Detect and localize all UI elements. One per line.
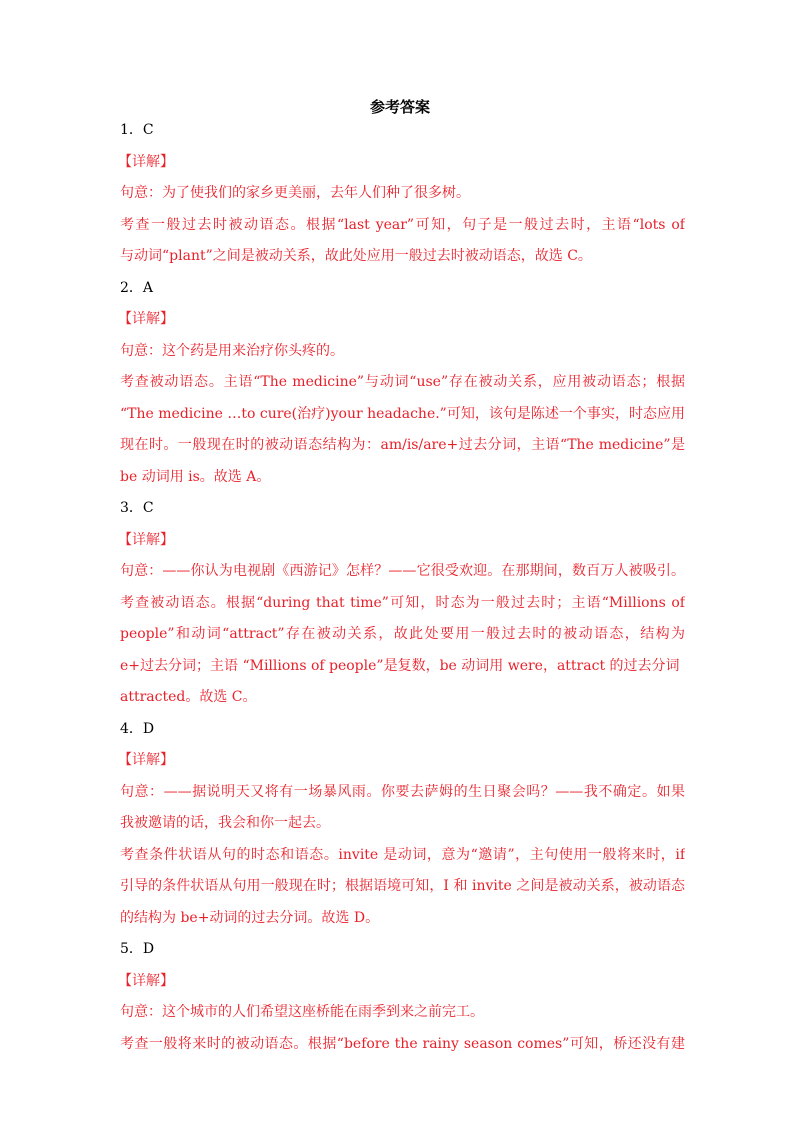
explanation-line: 考查一般将来时的被动语态。根据“before the rainy season comes”可知，桥还没有建 [120,1035,685,1052]
explanation-line: people”和动词“attract”存在被动关系，故此处要用一般过去时的被动语态，结构为 [120,626,685,642]
explanation-line: be 动词用 is。故选 A。 [120,468,271,485]
explanation-tag: 【详解】 [118,972,174,989]
explanation-line: 现在时。一般现在时的被动语态结构为：am/is/are+过去分词，主语“The medicine”是 [120,437,685,453]
answer-number: 5．D [120,941,155,957]
explanation-line: 句意：——据说明天又将有一场暴风雨。你要去萨姆的生日聚会吗？——我不确定。如果 [120,783,685,800]
explanation-line: attracted。故选 C。 [120,689,257,705]
answer-number: 1．C [120,122,154,138]
explanation-line: 考查一般过去时被动语态。根据“last year”可知，句子是一般过去时，主语“lots of [120,216,685,233]
explanation-line: 考查被动语态。根据“during that time”可知，时态为一般过去时；主语“Millions of [120,594,685,611]
explanation-line: 的结构为 be+动词的过去分词。故选 D。 [120,909,380,926]
explanation-line: e+过去分词；主语 “Millions of people”是复数，be 动词用 were，attract 的过去分词 [120,657,680,674]
answer-number: 2．A [120,279,154,296]
explanation-tag: 【详解】 [118,311,174,327]
explanation-tag: 【详解】 [118,752,174,768]
explanation-line: 引导的条件状语从句用一般现在时；根据语境可知，I 和 invite 之间是被动关系，被动语态 [120,878,685,894]
page-title: 参考答案 [369,98,430,116]
answer-number: 4．D [120,720,155,737]
explanation-line: 考查被动语态。主语“The medicine”与动词“use”存在被动关系，应用被动语态；根据 [120,374,685,390]
explanation-line: 句意：为了使我们的家乡更美丽，去年人们种了很多树。 [120,185,470,201]
explanation-line: 与动词“plant”之间是被动关系，故此处应用一般过去时被动语态，故选 C。 [120,248,592,264]
answer-number: 3．C [120,500,154,516]
answer-list [120,115,685,1060]
explanation-line: “The medicine …to cure(治疗)your headache.”可知，该句是陈述一个事实，时态应用 [120,405,685,422]
explanation-line: 句意：这个药是用来治疗你头疼的。 [120,342,344,359]
explanation-tag: 【详解】 [118,153,174,170]
explanation-line: 我被邀请的话，我会和你一起去。 [120,815,330,831]
explanation-line: 考查条件状语从句的时态和语态。invite 是动词，意为“邀请”，主句使用一般将来时，if [120,846,685,863]
explanation-line: 句意：这个城市的人们希望这座桥能在雨季到来之前完工。 [120,1004,484,1020]
explanation-line: 句意：——你认为电视剧《西游记》怎样？——它很受欢迎。在那期间，数百万人被吸引。 [120,563,685,579]
explanation-tag: 【详解】 [118,531,174,548]
